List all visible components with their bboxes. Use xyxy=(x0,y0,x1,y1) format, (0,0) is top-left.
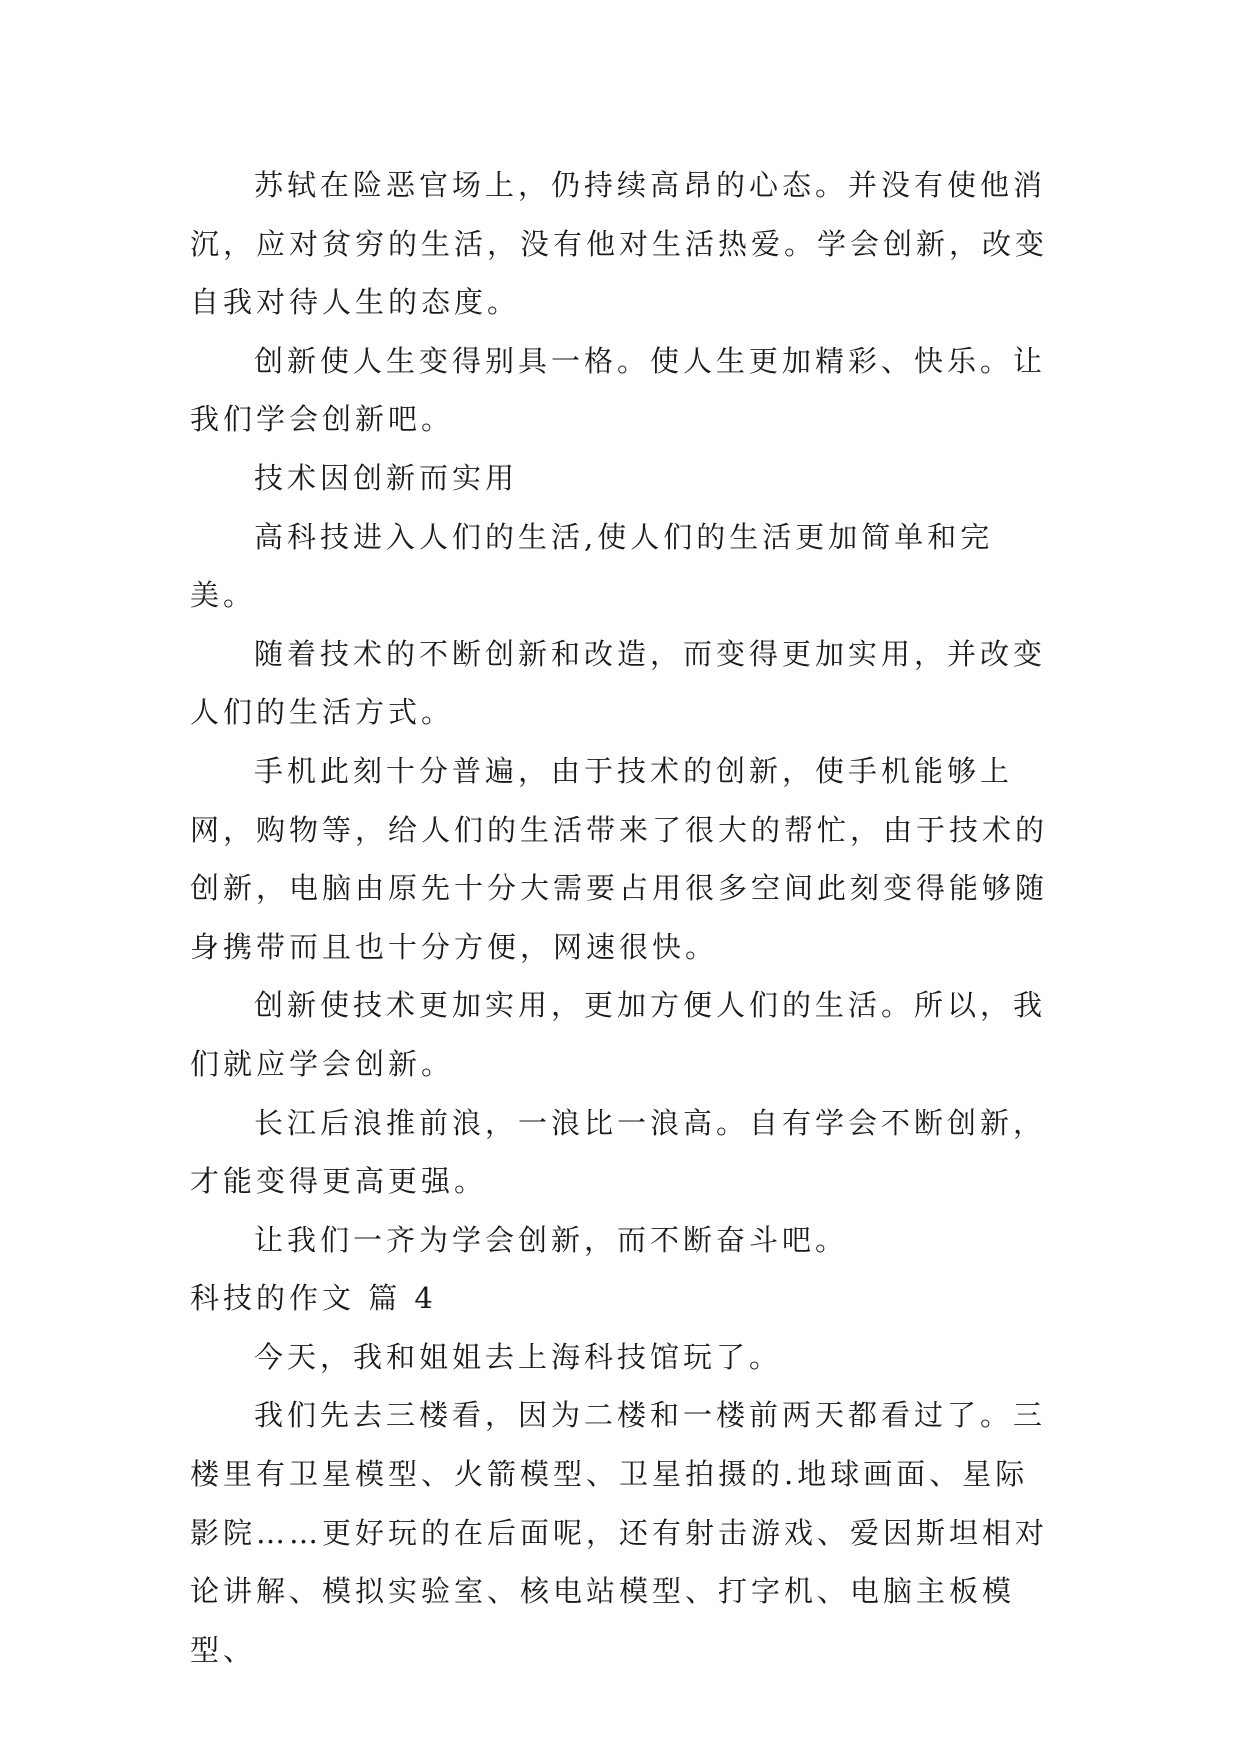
section-heading: 科技的作文 篇 4 xyxy=(190,1281,437,1316)
paragraph: 创新使人生变得别具一格。使人生更加精彩、快乐。让我们学会创新吧。 xyxy=(190,343,1047,437)
paragraph: 长江后浪推前浪，一浪比一浪高。自有学会不断创新，才能变得更高更强。 xyxy=(190,1105,1047,1199)
paragraph: 高科技进入人们的生活,使人们的生活更加简单和完美。 xyxy=(190,519,994,613)
paragraph: 手机此刻十分普遍，由于技术的创新，使手机能够上网，购物等，给人们的生活带来了很大的帮忙，由于技术的创新，电脑由原先十分大需要占用很多空间此刻变得能够随身携带而且也十分方便，网速很快。 xyxy=(190,753,1049,964)
document-body xyxy=(190,156,1050,1679)
subtitle: 技术因创新而实用 xyxy=(254,460,519,495)
paragraph: 我们先去三楼看，因为二楼和一楼前两天都看过了。三楼里有卫星模型、火箭模型、卫星拍摄的.地球画面、星际影院……更好玩的在后面呢，还有射击游戏、爱因斯坦相对论讲解、模拟实验室、核电站模型、打字机、电脑主板模型、 xyxy=(190,1398,1049,1667)
paragraph: 创新使技术更加实用，更加方便人们的生活。所以，我们就应学会创新。 xyxy=(190,988,1047,1081)
paragraph: 今天，我和姐姐去上海科技馆玩了。 xyxy=(254,1339,783,1374)
paragraph: 让我们一齐为学会创新，而不断奋斗吧。 xyxy=(254,1222,849,1257)
paragraph: 苏轼在险恶官场上，仍持续高昂的心态。并没有使他消沉，应对贫穷的生活，没有他对生活热爱。学会创新，改变自我对待人生的态度。 xyxy=(190,168,1049,320)
paragraph: 随着技术的不断创新和改造，而变得更加实用，并改变人们的生活方式。 xyxy=(190,636,1047,730)
